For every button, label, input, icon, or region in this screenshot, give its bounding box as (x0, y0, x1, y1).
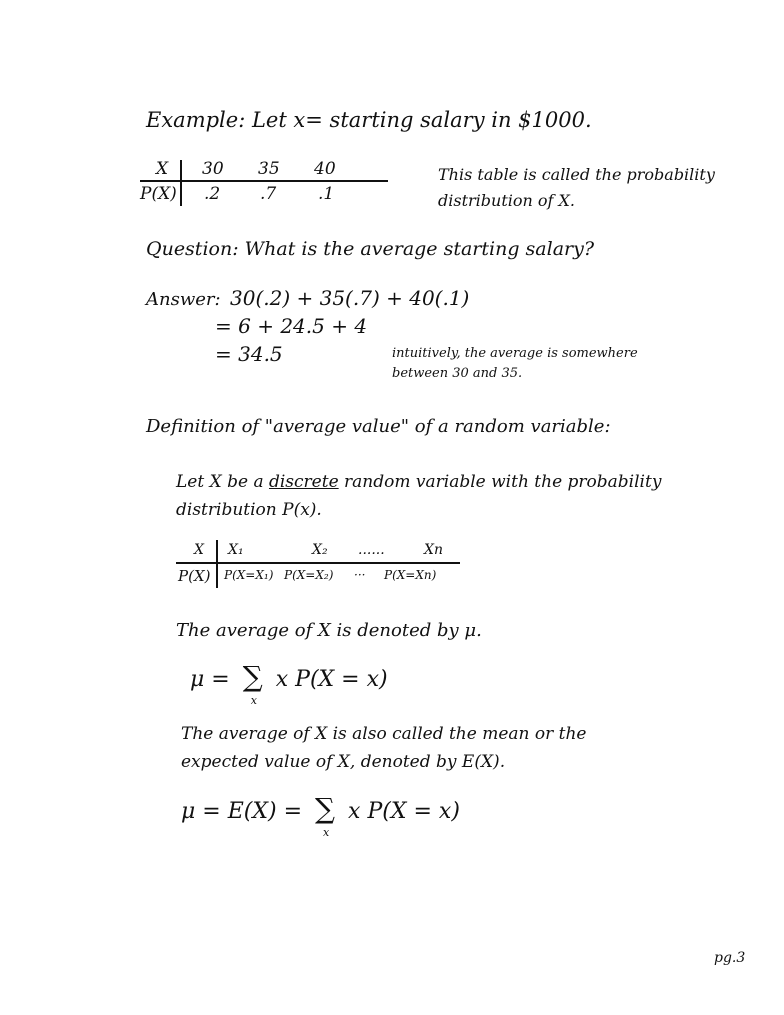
formula-rhs: x P(X = x) (348, 799, 460, 824)
formula-lhs: μ = (190, 667, 230, 692)
mean-expected-value-text (181, 720, 587, 776)
table-header-x: X (194, 542, 204, 558)
sigma-symbol: ∑ x (242, 660, 263, 707)
text-line: The average of X is also called the mean or the (181, 724, 587, 744)
answer-label: Answer: (146, 289, 221, 310)
answer-note-line: between 30 and 35. (392, 366, 523, 381)
text-line: expected value of X, denoted by E(X). (181, 752, 506, 772)
expected-value-formula (181, 792, 460, 839)
discrete-underlined: discrete (268, 472, 339, 492)
sigma-subscript: x (250, 694, 257, 707)
table-cell-x: ...... (358, 542, 385, 558)
sigma-symbol: ∑ x (315, 792, 336, 839)
definition-heading: Definition of "average value" of a random variable: (146, 416, 611, 437)
table-cell-x: X₁ (228, 542, 244, 558)
formula-rhs: x P(X = x) (275, 667, 388, 692)
answer-note-line: intuitively, the average is somewhere (392, 346, 638, 361)
table-cell-p: .2 (204, 184, 221, 204)
table-note-line: This table is called the probability (438, 165, 715, 184)
definition-line: distribution P(x). (176, 500, 322, 520)
definition-statement (176, 468, 661, 524)
page-number: pg.3 (714, 950, 746, 966)
answer-result: = 34.5 (215, 342, 283, 366)
answer-step: 30(.2) + 35(.7) + 40(.1) (230, 286, 470, 310)
table-cell-x: 40 (314, 159, 336, 179)
probability-table-salary (140, 160, 388, 208)
table-cell-p: P(X=Xn) (384, 568, 437, 582)
definition-text: random variable with the probability (344, 472, 662, 492)
table-cell-p: .1 (318, 184, 335, 204)
question-text: Question: What is the average starting salary? (146, 238, 595, 260)
definition-line (176, 468, 661, 496)
answer-step: = 6 + 24.5 + 4 (215, 314, 368, 338)
table-cell-p: .7 (260, 184, 277, 204)
table-cell-x: 35 (258, 159, 280, 179)
table-header-x: X (156, 159, 169, 179)
table-vertical-rule (216, 540, 218, 588)
table-horizontal-rule (176, 562, 460, 564)
table-cell-x: Xn (424, 542, 443, 558)
sigma-subscript: x (323, 826, 330, 839)
definition-text: Let X be a (176, 472, 264, 492)
answer-note (392, 344, 638, 384)
table-note-line: distribution of X. (438, 191, 575, 210)
formula-lhs: μ = E(X) = (181, 799, 303, 824)
table-cell-x: X₂ (312, 542, 328, 558)
table-cell-x: 30 (202, 159, 224, 179)
table-cell-p: ··· (354, 568, 366, 582)
mean-formula (190, 660, 388, 707)
table-header-px: P(X) (178, 567, 211, 585)
table-header-px: P(X) (140, 184, 177, 204)
mean-denoted-text: The average of X is denoted by μ. (176, 620, 482, 641)
table-cell-p: P(X=X₂) (284, 568, 334, 582)
table-cell-p: P(X=X₁) (224, 568, 274, 582)
example-heading: Example: Let x= starting salary in $1000. (146, 108, 592, 132)
table-note (438, 162, 715, 214)
table-horizontal-rule (140, 180, 388, 182)
probability-table-general (176, 540, 460, 590)
table-vertical-rule (180, 160, 182, 206)
